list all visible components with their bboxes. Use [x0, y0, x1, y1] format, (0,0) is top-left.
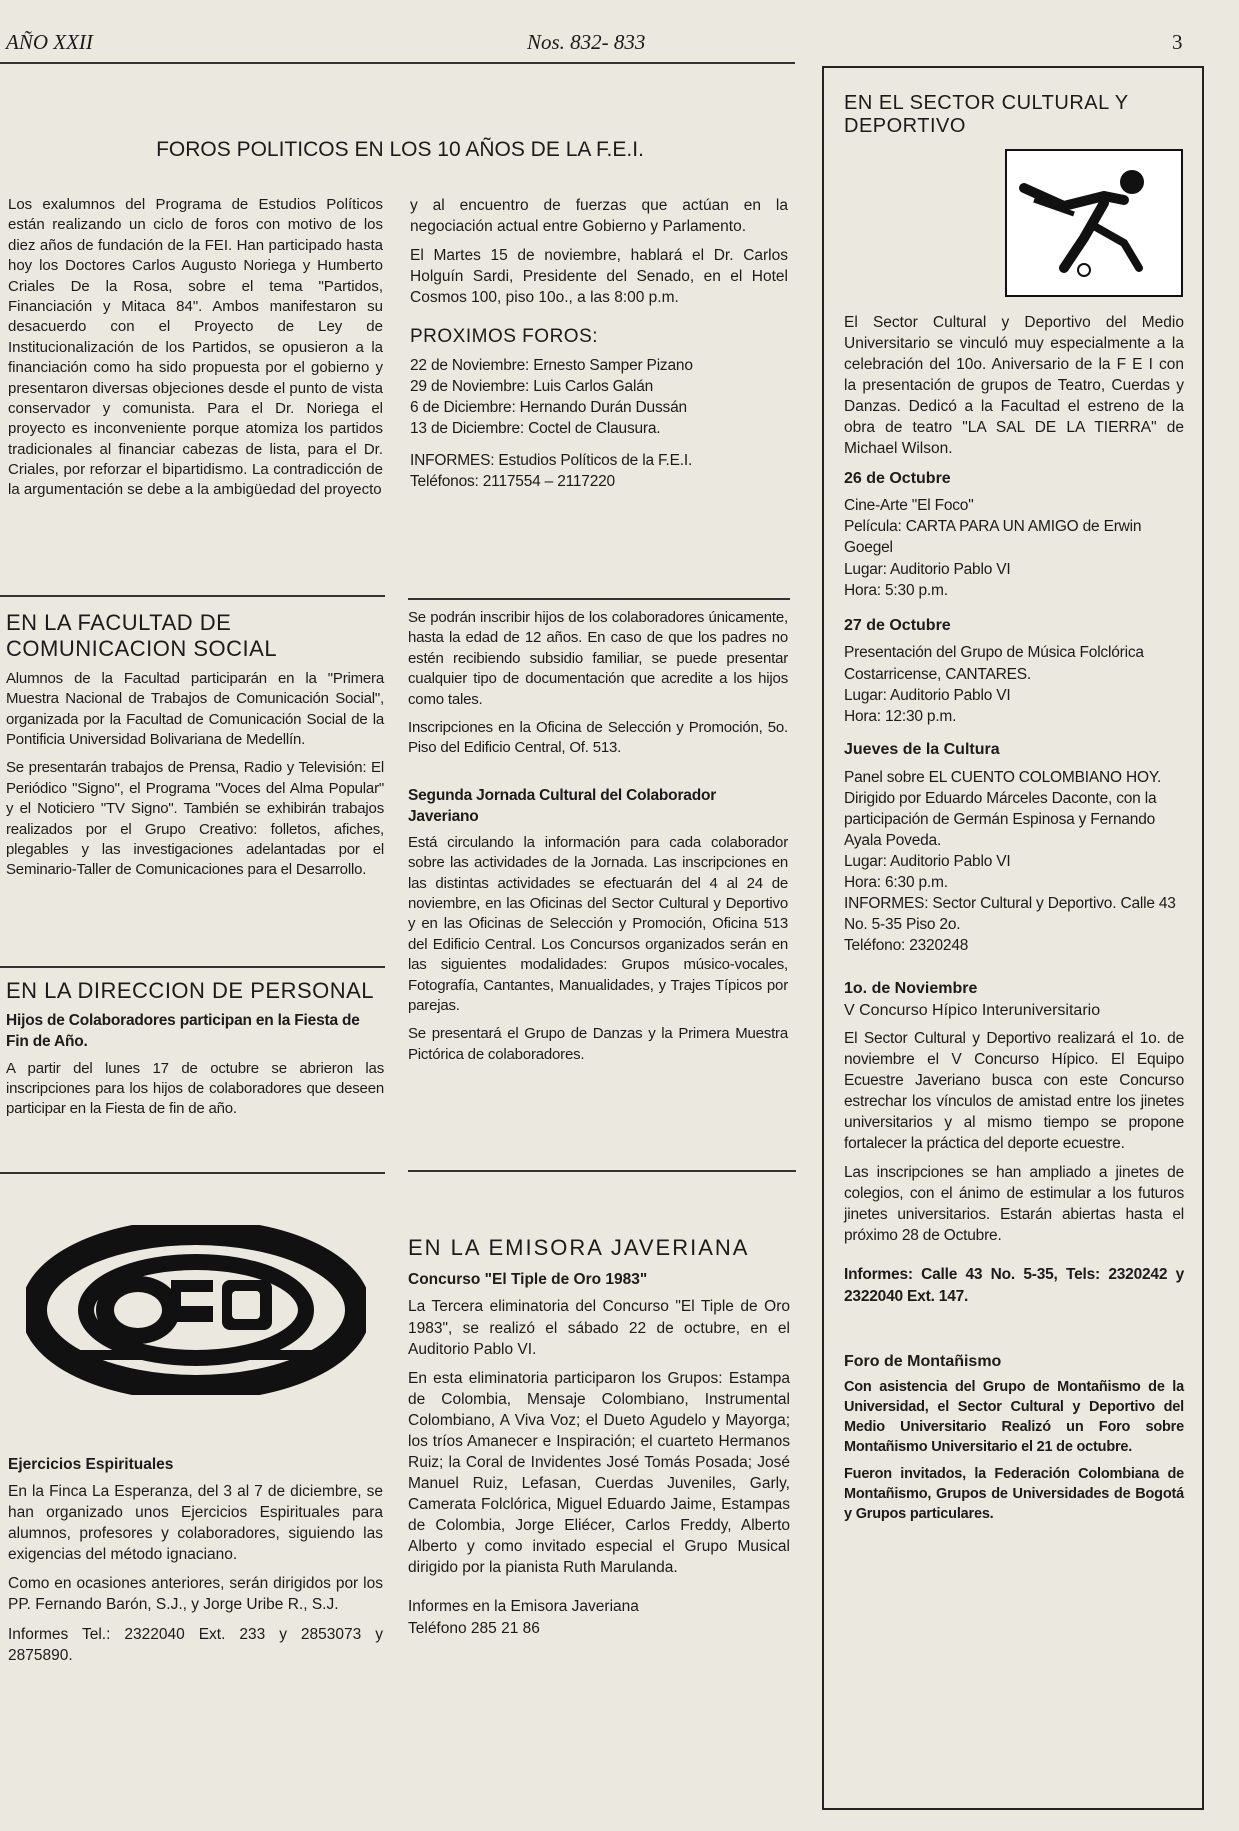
- personal-paragraph: A partir del lunes 17 de octubre se abrieron las inscripciones para los hijos de colaboradores que deseen participar en la Fiesta de fin de año.: [6, 1059, 384, 1118]
- emisora-paragraph: La Tercera eliminatoria del Concurso "El Tiple de Oro 1983", se realizó el sábado 22 de octubre, en el Auditorio Pablo VI.: [408, 1298, 790, 1358]
- jornada-paragraph: Está circulando la información para cada colaborador sobre las actividades de la Jornada. Las inscripciones en las distintas actividades se efectuarán del 4 al 24 de noviembre, en las Oficinas del Sector Cultural y Deportivo y en las Oficinas de Selección y Promoción, Oficina 513 del Edificio Central. Los Concursos organizados serán en las siguientes modalidades: Grupos músico-vocales, Fotografía, Cantantes, Manualidades, y Trajes Típicos por parejas.: [408, 833, 788, 1015]
- personal-paragraph: Inscripciones en la Oficina de Selección y Promoción, 5o. Piso del Edificio Central, Of. 513.: [408, 718, 788, 757]
- personal-subtitle: Hijos de Colaboradores participan en la Fiesta de Fin de Año.: [6, 1012, 360, 1051]
- foros-column-2: [410, 195, 788, 492]
- oct26-line: Lugar: Auditorio Pablo VI: [844, 560, 1011, 578]
- ejercicios-title: Ejercicios Espirituales: [8, 1456, 174, 1473]
- emisora-subtitle: Concurso "El Tiple de Oro 1983": [408, 1271, 648, 1289]
- oct26-line: Hora: 5:30 p.m.: [844, 581, 948, 599]
- oct26-line: Película: CARTA PARA UN AMIGO de Erwin Goegel: [844, 518, 1142, 557]
- emisora-paragraph: En esta eliminatoria participaron los Grupos: Estampa de Colombia, Mensaje Colombiano, Instrumental Colombiano, A Viva Voz; el Dueto Agudelo y Mayorga; los tríos Amanecer e Inspiración; el cuarteto Hermanos Ruiz; la Coral de Invidentes José Tomás Posada; José Manuel Ruiz, Lefasan, Cuerdas Juveniles, Garly, Camerata Folclórica, Miguel Eduardo Jaime, Estampas de Colombia, Jorge Eliécer, Carlos Freddy, Alberto Alberto y como invitado especial el Grupo Musical dirigido por la pianista Ruth Marulanda.: [408, 1369, 790, 1577]
- ejercicios-section: [8, 1446, 383, 1674]
- sector-cultural-box: [822, 66, 1204, 1810]
- jueves-details: [844, 767, 1184, 957]
- emisora-section: [408, 1235, 790, 1639]
- proximos-list: [410, 355, 788, 439]
- sector-paragraph: El Sector Cultural y Deportivo del Medio Universitario se vinculó muy especialmente a la celebración del 10o. Aniversario de la F E I con la presentación de grupos de Teatro, Cuerdas y Danzas. Dedicó a la Facultad el estreno de la obra de teatro "LA SAL DE LA TIERRA" de Michael Wilson.: [844, 314, 1184, 458]
- sector-body: [844, 312, 1184, 1524]
- nov1-informes: Informes: Calle 43 No. 5-35, Tels: 2320242 y 2322040 Ext. 147.: [844, 1266, 1184, 1305]
- oct27-line: Presentación del Grupo de Música Folclórica Costarricense, CANTARES.: [844, 644, 1144, 683]
- emisora-telefono: Teléfono 285 21 86: [408, 1619, 540, 1637]
- foros-column-1: [8, 195, 383, 509]
- header-page-number: 3: [1172, 30, 1183, 54]
- personal-section: [6, 978, 384, 1128]
- foros-informes: [410, 450, 788, 492]
- foros-informes-line: Teléfonos: 2117554 – 2117220: [410, 472, 615, 490]
- facultad-paragraph: Se presentarán trabajos de Prensa, Radio y Televisión: El Periódico "Signo", el Programa "Voces del Alma Popular" y el Noticiero "TV Signo". También se exhibirán trabajos realizados por el Grupo Creativo: folletos, afiches, plegables y las investigaciones adelantadas por el Seminario-Taller de Comunicaciones para el Desarrollo.: [6, 759, 384, 879]
- nov1-details: [844, 1028, 1184, 1307]
- header-rule: [0, 62, 795, 64]
- proximos-item: 6 de Diciembre: Hernando Durán Dussán: [410, 399, 687, 417]
- header-year: AÑO XXII: [6, 30, 93, 54]
- section-rule: [0, 595, 385, 597]
- emisora-title: EN LA EMISORA JAVERIANA: [408, 1235, 750, 1260]
- oct26-title: 26 de Octubre: [844, 469, 951, 487]
- foro-montanismo-paragraph: Con asistencia del Grupo de Montañismo de la Universidad, el Sector Cultural y Deportivo del Medio Universitario Realizó un Foro sobre Montañismo Universitario el 21 de octubre.: [844, 1379, 1184, 1455]
- oct26-line: Cine-Arte "El Foco": [844, 497, 974, 515]
- jueves-line: Lugar: Auditorio Pablo VI: [844, 852, 1011, 870]
- facultad-title: EN LA FACULTAD DE COMUNICACION SOCIAL: [6, 610, 278, 662]
- foro-montanismo-paragraph: Fueron invitados, la Federación Colombiana de Montañismo, Grupos de Universidades de Bogotá y Grupos particulares.: [844, 1466, 1184, 1522]
- fei-logo-icon: [26, 1225, 366, 1395]
- emisora-informes: Informes en la Emisora Javeriana: [408, 1598, 639, 1616]
- jueves-line: Hora: 6:30 p.m.: [844, 873, 948, 891]
- foros-title: FOROS POLITICOS EN LOS 10 AÑOS DE LA F.E.I.: [156, 138, 644, 161]
- foros-paragraph-1: Los exalumnos del Programa de Estudios Políticos están realizando un ciclo de foros con motivo de los diez años de fundación de la FEI. Han participado hasta hoy los Doctores Carlos Augusto Noriega y Humberto Criales De la Rosa, sobre el tema "Partidos, Financiación y Mitaca 84". Ambos manifestaron su desacuerdo con el Proyecto de Ley de Institucionalización de los Partidos, se opusieron a la financiación como ha sido propuesta por el gobierno y presentaron diversas objeciones desde el punto de vista conservador y comunista. Para el Dr. Noriega el proyecto es inconveniente porque atomiza los partidos tradicionales al financiar cabezas de lista, para el Dr. Criales, por reforzar el bipartidismo. La contradicción de la argumentación se debe a la ambigüedad del proyecto: [8, 196, 383, 499]
- section-rule: [0, 966, 385, 968]
- nov1-paragraph: El Sector Cultural y Deportivo realizará el 1o. de noviembre el V Concurso Hípico. El Equipo Ecuestre Javeriano busca con este Concurso estrechar los vínculos de amistad entre los jinetes universitarios y al mismo tiempo se propone fortalecer la práctica del deporte ecuestre.: [844, 1029, 1184, 1153]
- foro-montanismo-details: [844, 1378, 1184, 1524]
- foros-informes-line: INFORMES: Estudios Políticos de la F.E.I.: [410, 451, 693, 469]
- jueves-line: Teléfono: 2320248: [844, 937, 969, 955]
- proximos-item: 22 de Noviembre: Ernesto Samper Pizano: [410, 357, 693, 375]
- personal-title: EN LA DIRECCION DE PERSONAL: [6, 978, 375, 1003]
- foros-paragraph-3: El Martes 15 de noviembre, hablará el Dr. Carlos Holguín Sardi, Presidente del Senado, en el Hotel Cosmos 100, piso 10o., a las 8:00 p.m.: [410, 247, 788, 307]
- section-rule: [408, 598, 790, 600]
- facultad-section: [6, 610, 384, 889]
- oct27-details: [844, 642, 1184, 726]
- oct27-line: Lugar: Auditorio Pablo VI: [844, 686, 1011, 704]
- foros-paragraph-2: y al encuentro de fuerzas que actúan en la negociación actual entre Gobierno y Parlamento.: [410, 197, 788, 236]
- nov1-title: 1o. de Noviembre: [844, 980, 978, 998]
- ejercicios-paragraph: Como en ocasiones anteriores, serán dirigidos por los PP. Fernando Barón, S.J., y Jorge Uribe R., S.J.: [8, 1575, 383, 1614]
- jornada-paragraph: Se presentará el Grupo de Danzas y la Primera Muestra Pictórica de colaboradores.: [408, 1025, 788, 1063]
- jornada-title: Segunda Jornada Cultural del Colaborador Javeriano: [408, 786, 717, 825]
- proximos-item: 29 de Noviembre: Luis Carlos Galán: [410, 378, 654, 396]
- jueves-line: INFORMES: Sector Cultural y Deportivo. Calle 43 No. 5-35 Piso 2o.: [844, 894, 1176, 934]
- nov1-paragraph: Las inscripciones se han ampliado a jinetes de colegios, con el ánimo de estimular a los futuros jinetes universitarios. Estarán abiertas hasta el próximo 28 de Octubre.: [844, 1164, 1184, 1245]
- personal-paragraph: Se podrán inscribir hijos de los colaboradores únicamente, hasta la edad de 12 años. En caso de que los padres no estén recibiendo subsidio familiar, se puede presentar cualquier tipo de documentación que acredite a los hijos como tales.: [408, 609, 788, 708]
- personal-continued: [408, 608, 788, 1073]
- header-issue: Nos. 832- 833: [527, 30, 646, 54]
- oct27-title: 27 de Octubre: [844, 616, 951, 634]
- foro-montanismo-title: Foro de Montañismo: [844, 1352, 1002, 1370]
- proximos-title: PROXIMOS FOROS:: [410, 326, 599, 348]
- section-rule: [408, 1170, 796, 1172]
- section-rule: [0, 1172, 385, 1174]
- oct26-details: [844, 495, 1184, 600]
- sector-title: EN EL SECTOR CULTURAL Y DEPORTIVO: [844, 92, 1129, 137]
- facultad-paragraph: Alumnos de la Facultad participarán en la "Primera Muestra Nacional de Trabajos de Comunicación Social", organizada por la Facultad de Comunicación Social de la Pontificia Universidad Bolivariana de Medellín.: [6, 669, 384, 748]
- ejercicios-paragraph: En la Finca La Esperanza, del 3 al 7 de diciembre, se han organizado unos Ejercicios Espirituales para alumnos, profesores y colaboradores, siguiendo las exigencias del método ignaciano.: [8, 1483, 383, 1564]
- sector-cultural-content: [844, 92, 1184, 1532]
- jueves-title: Jueves de la Cultura: [844, 740, 1000, 758]
- nov1-subtitle: V Concurso Hípico Interuniversitario: [844, 1001, 1101, 1019]
- athlete-icon: [1004, 148, 1184, 298]
- jueves-line: Panel sobre EL CUENTO COLOMBIANO HOY. Dirigido por Eduardo Márceles Daconte, con la participación de Germán Espinosa y Fernando Ayala Poveda.: [844, 768, 1162, 849]
- ejercicios-paragraph: Informes Tel.: 2322040 Ext. 233 y 2853073 y 2875890.: [8, 1625, 383, 1664]
- oct27-line: Hora: 12:30 p.m.: [844, 707, 957, 725]
- proximos-item: 13 de Diciembre: Coctel de Clausura.: [410, 420, 661, 438]
